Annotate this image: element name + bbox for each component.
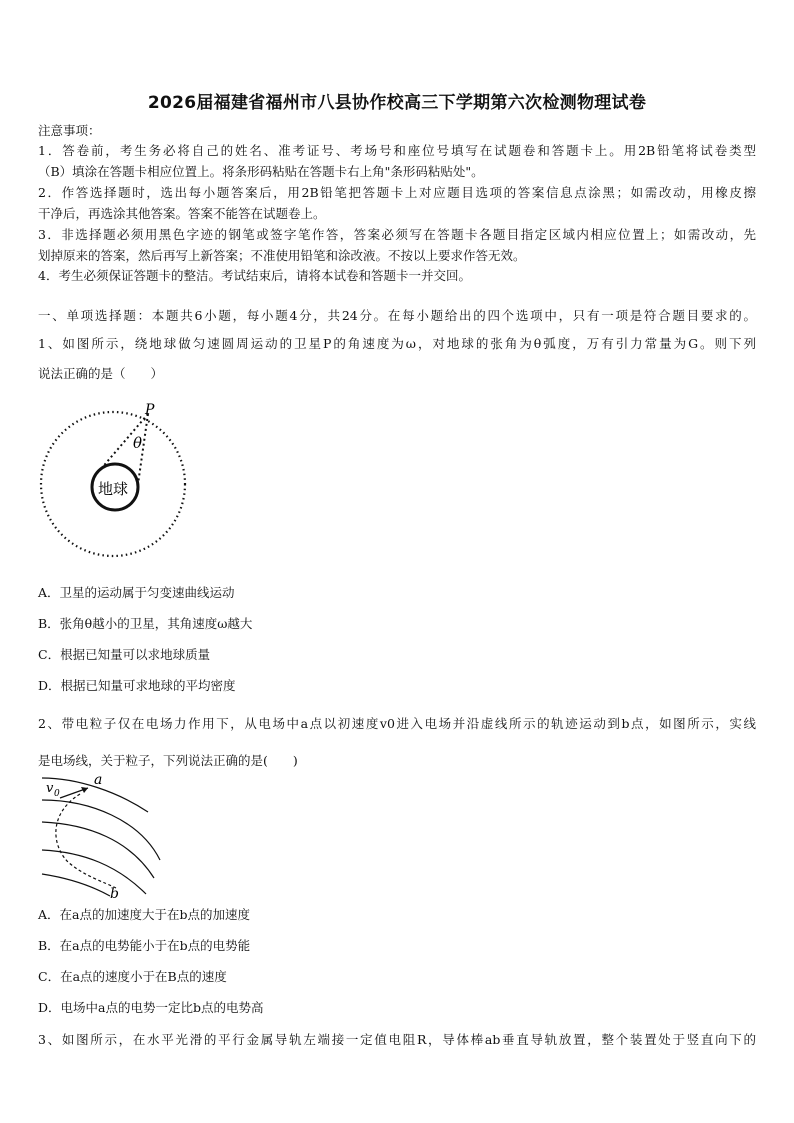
option-d[interactable]: D．电场中a点的电势一定比b点的电势高 xyxy=(38,1000,264,1015)
section-heading: 一、单项选择题：本题共6小题，每小题4分，共24分。在每小题给出的四个选项中，只有一项是符合题目要求的。 xyxy=(38,308,756,323)
notice-line: 3．非选择题必须用黑色字迹的钢笔或签字笔作答，答案必须写在答题卡各题目指定区域内相应位置上；如需改动，先 xyxy=(38,227,756,242)
trajectory-path xyxy=(56,794,116,888)
option-a[interactable]: A．卫星的运动属于匀变速曲线运动 xyxy=(38,585,235,600)
field-line xyxy=(42,874,110,896)
question-2-stem: 2、带电粒子仅在电场力作用下，从电场中a点以初速度v0进入电场并沿虚线所示的轨迹运动到b点，如图所示，实线 xyxy=(38,716,756,731)
notice-line: 4．考生必须保证答题卡的整洁。考试结束后，请将本试卷和答题卡一并交回。 xyxy=(38,268,471,283)
question-1-stem-cont: 说法正确的是（ ） xyxy=(38,366,164,381)
point-a-label: a xyxy=(94,772,103,788)
option-b[interactable]: B．张角θ越小的卫星，其角速度ω越大 xyxy=(38,616,253,631)
notice-line: 1．答卷前，考生务必将自己的姓名、准考证号、考场号和座位号填写在试题卷和答题卡上。用2B铅笔将试卷类型 xyxy=(38,143,756,158)
notice-line: 2．作答选择题时，选出每小题答案后，用2B铅笔把答题卡上对应题目选项的答案信息点涂黑；如需改动，用橡皮擦 xyxy=(38,185,757,200)
notice-line: 干净后，再选涂其他答案。答案不能答在试题卷上。 xyxy=(38,206,326,221)
page-title: 2026届福建省福州市八县协作校高三下学期第六次检测物理试卷 xyxy=(147,93,647,113)
question-2-stem-cont: 是电场线，关于粒子，下列说法正确的是( ) xyxy=(38,753,298,768)
question-3-stem: 3、如图所示，在水平光滑的平行金属导轨左端接一定值电阻R，导体棒ab垂直导轨放置，整个装置处于竖直向下的 xyxy=(38,1032,756,1047)
option-b[interactable]: B．在a点的电势能小于在b点的电势能 xyxy=(38,938,251,953)
notice-line: 划掉原来的答案，然后再写上新答案；不准使用铅笔和涂改液。不按以上要求作答无效。 xyxy=(38,248,526,263)
angle-label: θ xyxy=(133,434,143,452)
satellite-label: P xyxy=(145,402,155,418)
option-c[interactable]: C．在a点的速度小于在B点的速度 xyxy=(38,969,227,984)
orbit-figure xyxy=(38,398,198,568)
velocity-label: v xyxy=(46,781,54,796)
point-b-label: b xyxy=(110,886,119,902)
notice-heading: 注意事项： xyxy=(38,123,101,138)
notice-line: （B）填涂在答题卡相应位置上。将条形码粘贴在答题卡右上角"条形码粘贴处"。 xyxy=(38,164,484,179)
velocity-subscript: 0 xyxy=(54,789,60,799)
field-line xyxy=(42,850,146,894)
option-d[interactable]: D．根据已知量可求地球的平均密度 xyxy=(38,678,236,693)
field-line-figure xyxy=(38,770,168,900)
earth-label: 地球 xyxy=(98,480,129,498)
option-c[interactable]: C．根据已知量可以求地球质量 xyxy=(38,647,211,662)
field-line xyxy=(42,822,154,878)
option-a[interactable]: A．在a点的加速度大于在b点的加速度 xyxy=(38,907,250,922)
question-1-stem: 1、如图所示，绕地球做匀速圆周运动的卫星P的角速度为ω，对地球的张角为θ弧度，万有引力常量为G。则下列 xyxy=(38,336,756,351)
